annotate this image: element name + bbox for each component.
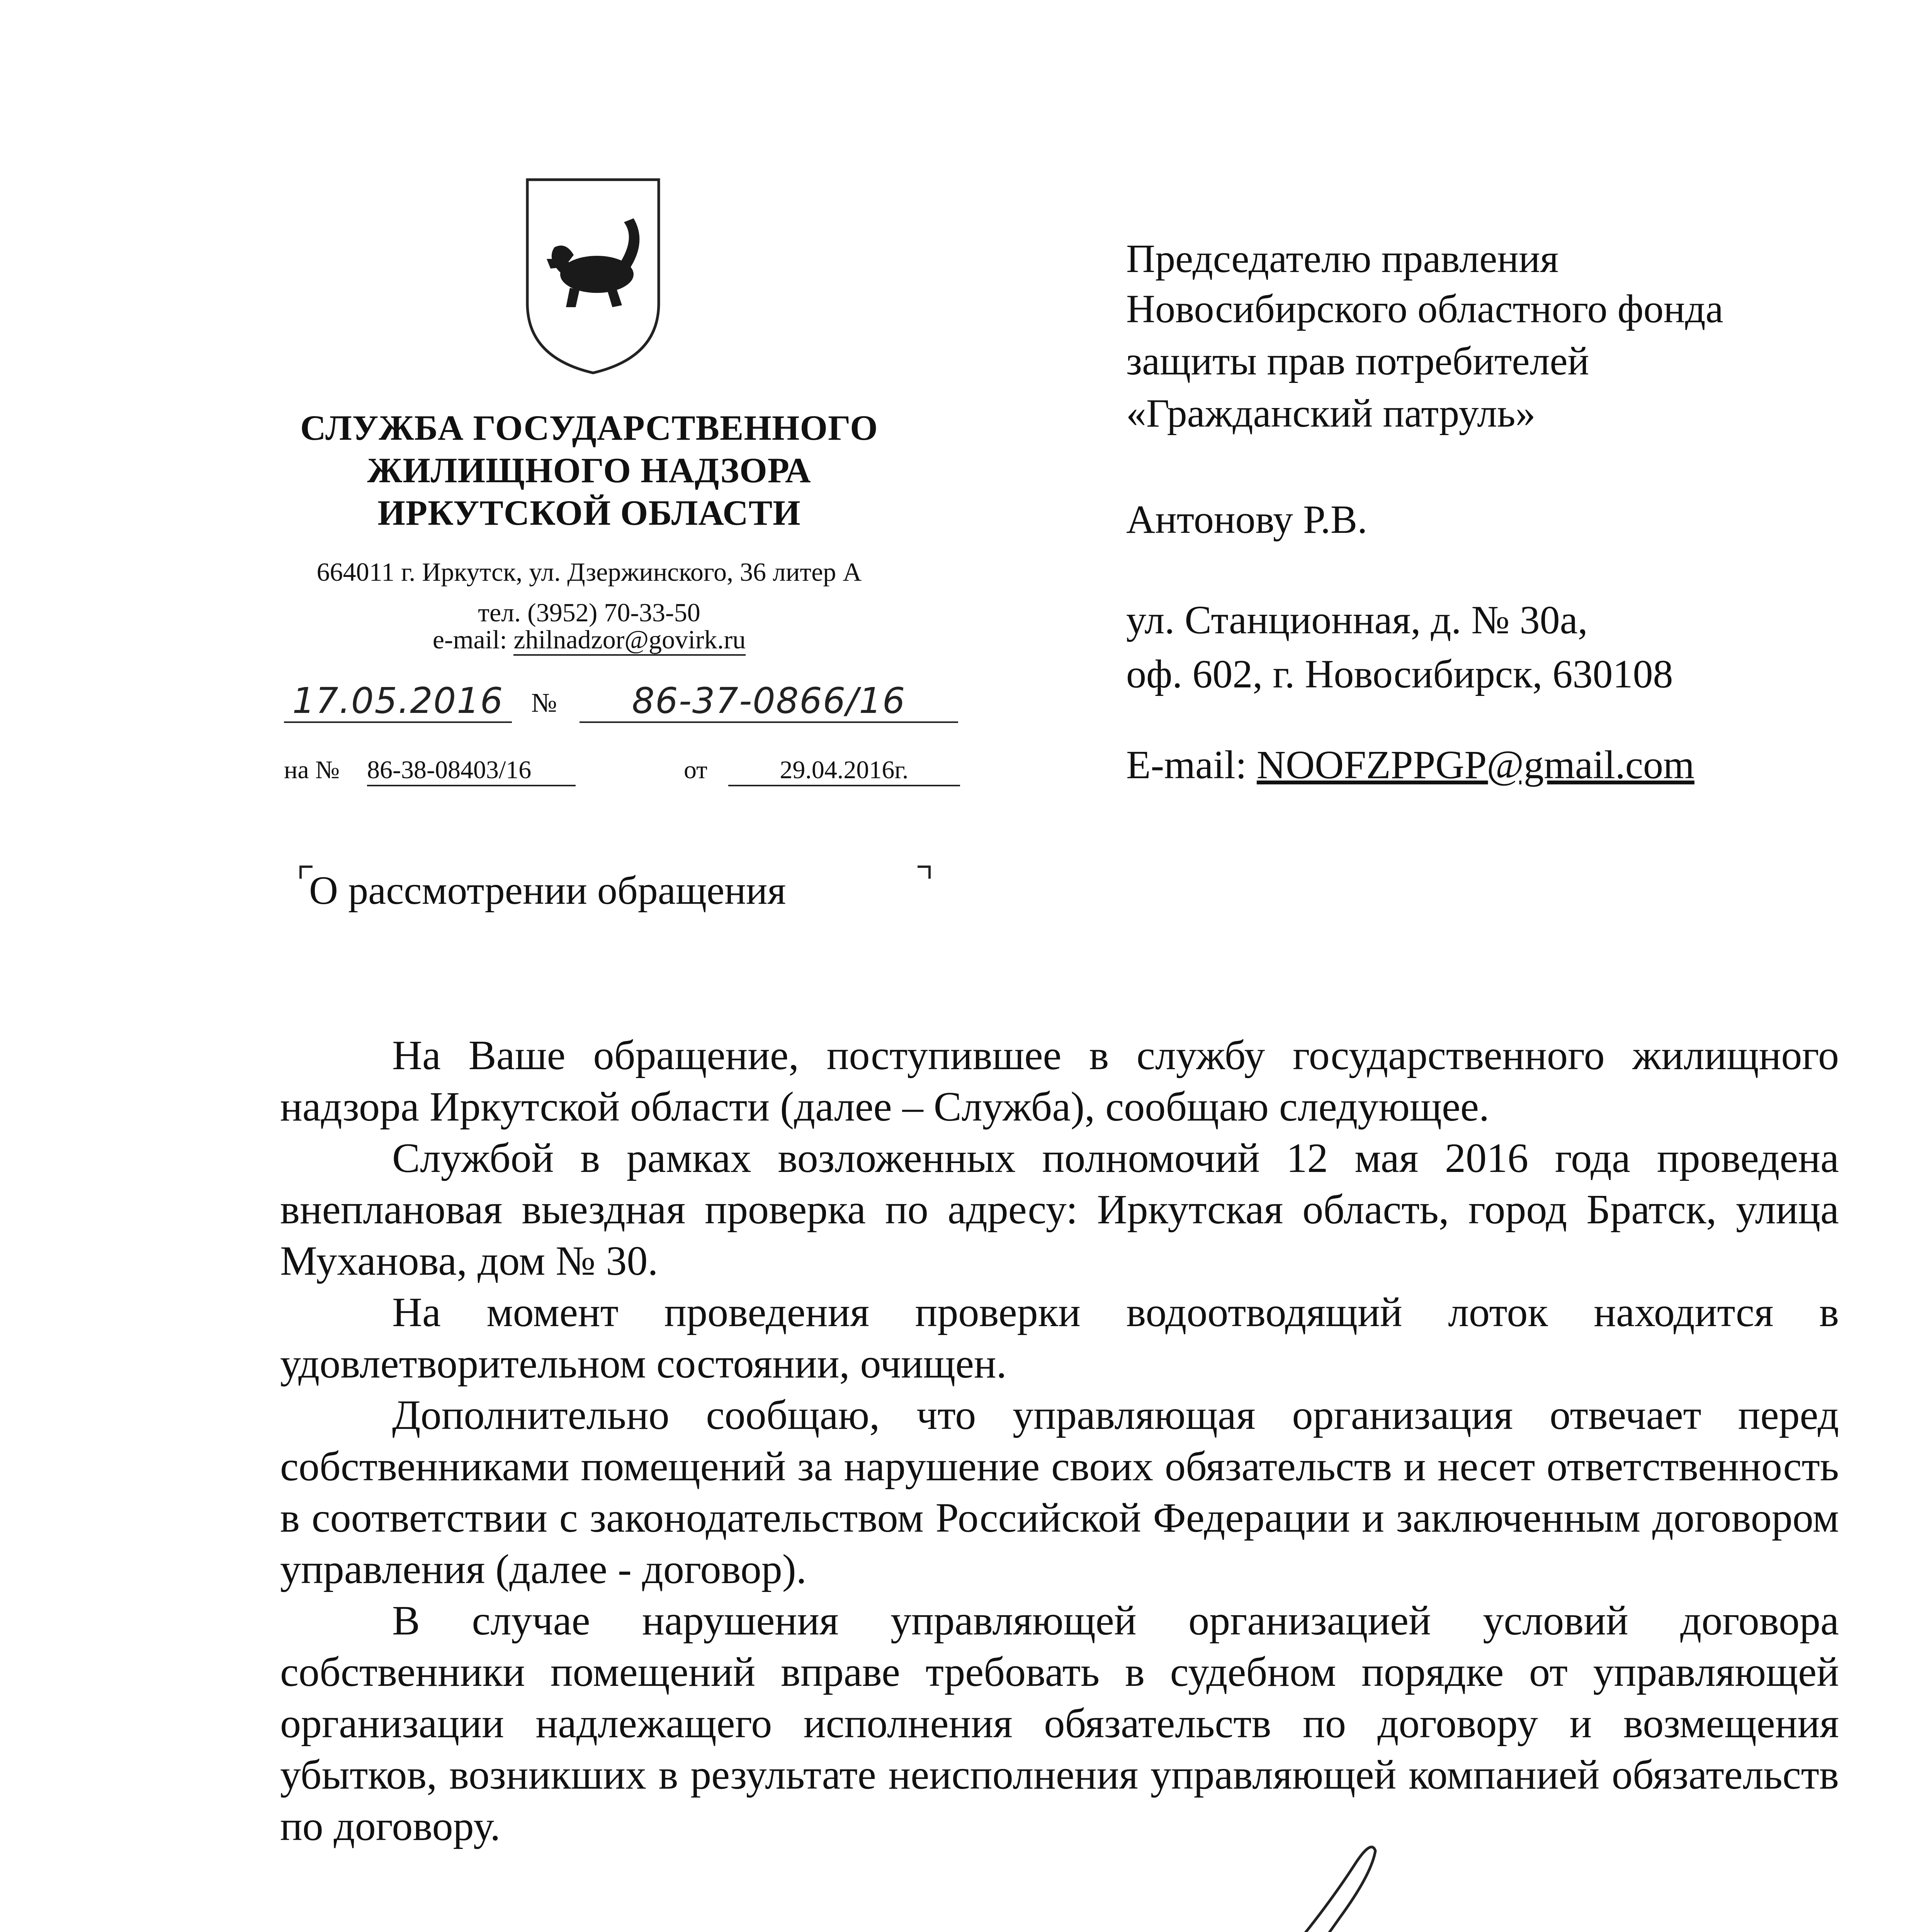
- incoming-ref-from-label: от: [684, 756, 707, 784]
- coat-of-arms-emblem: [523, 176, 663, 377]
- handwritten-signature: [1140, 1816, 1487, 1932]
- org-address: 664011 г. Иркутск, ул. Дзержинского, 36 литер А: [316, 557, 862, 587]
- org-email-link[interactable]: zhilnadzor@govirk.ru: [513, 625, 746, 656]
- incoming-ref-label: на №: [284, 756, 340, 784]
- recipient-line-1: Председателю правления: [1126, 236, 1559, 281]
- recipient-line-3: защиты прав потребителей: [1126, 339, 1589, 383]
- outgoing-registration-row: [284, 680, 960, 726]
- outgoing-number-label: №: [531, 688, 557, 718]
- body-paragraph-5: В случае нарушения управляющей организацией условий договора собственники помещений вправе требовать в судебном порядке от управляющей организации надлежащего исполнения обязательств по договору и возмещения убытков, возникших в результате неисполнения управляющей компанией обязательств по договору.: [280, 1598, 1839, 1849]
- body-paragraph-4: Дополнительно сообщаю, что управляющая организация отвечает перед собственниками помещений за нарушение своих обязательств и несет ответственность в соответствии с законодательством Российской Федерации и заключенным договором управления (далее - договор).: [280, 1392, 1839, 1592]
- incoming-ref-number: 86-38-08403/16: [367, 755, 576, 786]
- org-phone: тел. (3952) 70-33-50: [478, 598, 700, 627]
- org-name-line-2: ЖИЛИЩНОГО НАДЗОРА: [367, 451, 811, 490]
- recipient-email-label: E-mail:: [1126, 743, 1247, 787]
- incoming-ref-date: 29.04.2016г.: [728, 755, 960, 786]
- outgoing-date: 17.05.2016: [284, 680, 512, 723]
- org-name-line-1: СЛУЖБА ГОСУДАРСТВЕННОГО: [300, 408, 878, 447]
- letter-body: [280, 1030, 1839, 1852]
- subject-corner-right: [918, 866, 931, 879]
- body-paragraph-2: Службой в рамках возложенных полномочий 12 мая 2016 года проведена внеплановая выездная проверка по адресу: Иркутская область, город Братск, улица Муханова, дом № 30.: [280, 1135, 1839, 1284]
- body-paragraph-3: На момент проведения проверки водоотводящий лоток находится в удовлетворительном состоянии, очищен.: [280, 1289, 1839, 1387]
- recipient-name: Антонову Р.В.: [1126, 497, 1368, 542]
- org-email-label: e-mail:: [432, 625, 507, 654]
- outgoing-number: 86-37-0866/16: [580, 680, 958, 723]
- body-paragraph-1: На Ваше обращение, поступившее в службу государственного жилищного надзора Иркутской области (далее – Служба), сообщаю следующее.: [280, 1032, 1839, 1130]
- recipient-address-1: ул. Станционная, д. № 30а,: [1126, 598, 1588, 642]
- recipient-email-link[interactable]: NOOFZPPGP@gmail.com: [1256, 743, 1694, 787]
- letter-subject: О рассмотрении обращения: [309, 868, 786, 913]
- recipient-line-4: «Гражданский патруль»: [1126, 391, 1536, 435]
- incoming-reference-row: [284, 752, 960, 790]
- org-name-line-3: ИРКУТСКОЙ ОБЛАСТИ: [377, 493, 801, 532]
- recipient-email-row: [1126, 740, 1694, 790]
- recipient-line-2: Новосибирского областного фонда: [1126, 287, 1723, 331]
- recipient-address-2: оф. 602, г. Новосибирск, 630108: [1126, 652, 1673, 696]
- org-email-row: [270, 624, 908, 655]
